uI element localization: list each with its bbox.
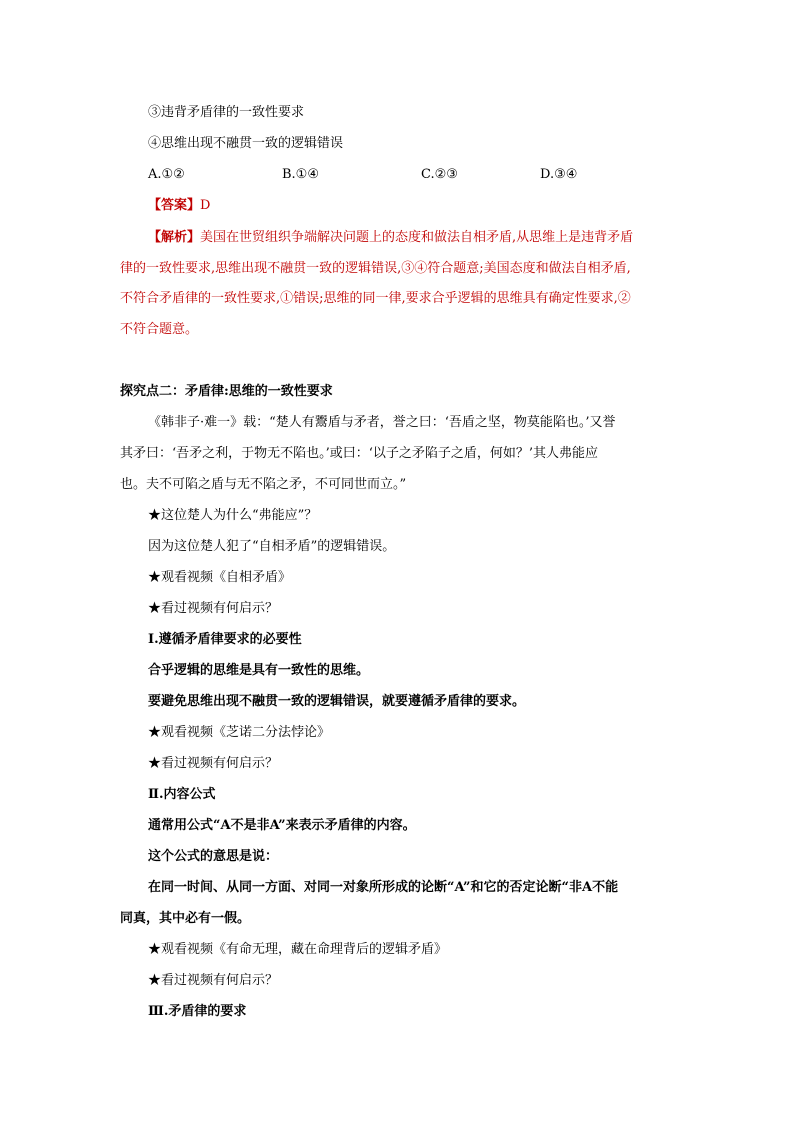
answer-label: 【答案】 — [148, 198, 201, 213]
heading-2-text-c1: 在同一时间、从同一方面、对同一对象所形成的论断“A”和它的否定论断“非A不能 — [148, 880, 619, 895]
answer-value: D — [200, 198, 211, 213]
analysis-text-1: 美国在世贸组织争端解决问题上的态度和做法自相矛盾,从思维上是违背矛盾 — [200, 230, 634, 245]
video-3-question: ★看过视频有何启示？ — [148, 973, 279, 988]
analysis-line-4: 不符合题意。 — [120, 322, 199, 337]
question-1: ★这位楚人为什么“弗能应”？ — [148, 508, 318, 523]
analysis-line-1 — [148, 229, 633, 247]
heading-2-text-b: 这个公式的意思是说： — [148, 849, 279, 864]
analysis-line-3: 不符合矛盾律的一致性要求,①错误;思维的同一律,要求合乎逻辑的思维具有确定性要求,② — [120, 291, 631, 306]
heading-2-text-c2: 同真，其中必有一假。 — [120, 911, 251, 926]
analysis-line-2: 律的一致性要求,思维出现不融贯一致的逻辑错误,③④符合题意;美国态度和做法自相矛盾, — [120, 261, 631, 276]
quote-line-1: 《韩非子·难一》载：“楚人有鬻盾与矛者，誉之曰：‘吾盾之坚，物莫能陷也。’又誉 — [148, 415, 616, 430]
video-2: ★观看视频《芝诺二分法悖论》 — [148, 725, 331, 740]
answer-line — [148, 197, 210, 215]
video-2-question: ★看过视频有何启示？ — [148, 756, 279, 771]
section-title: 探究点二：矛盾律:思维的一致性要求 — [120, 384, 333, 399]
video-1: ★观看视频《自相矛盾》 — [148, 570, 292, 585]
analysis-label: 【解析】 — [148, 230, 201, 245]
video-1-question: ★看过视频有何启示？ — [148, 601, 279, 616]
option-item-3: ③违背矛盾律的一致性要求 — [148, 105, 305, 120]
heading-1: Ⅰ.遵循矛盾律要求的必要性 — [148, 632, 302, 647]
heading-1-text-a: 合乎逻辑的思维是具有一致性的思维。 — [148, 663, 370, 678]
choice-d: D.③④ — [540, 167, 578, 182]
quote-line-2: 其矛曰：‘吾矛之利，于物无不陷也。’或曰：‘以子之矛陷子之盾，何如？’其人弗能应 — [120, 446, 599, 461]
quote-line-3: 也。夫不可陷之盾与无不陷之矛，不可同世而立。” — [120, 477, 407, 492]
choice-a: A.①② — [148, 167, 185, 182]
option-item-4: ④思维出现不融贯一致的逻辑错误 — [148, 136, 344, 151]
heading-2-text-a: 通常用公式“A不是非A”来表示矛盾律的内容。 — [148, 818, 416, 833]
heading-1-text-b: 要避免思维出现不融贯一致的逻辑错误，就要遵循矛盾律的要求。 — [148, 694, 526, 709]
answer-1: 因为这位楚人犯了“自相矛盾”的逻辑错误。 — [148, 539, 396, 554]
video-3: ★观看视频《有命无理，藏在命理背后的逻辑矛盾》 — [148, 942, 448, 957]
choice-b: B.①④ — [282, 167, 319, 182]
choice-c: C.②③ — [421, 167, 458, 182]
heading-2: Ⅱ.内容公式 — [148, 787, 216, 802]
heading-3: Ⅲ.矛盾律的要求 — [148, 1004, 247, 1019]
